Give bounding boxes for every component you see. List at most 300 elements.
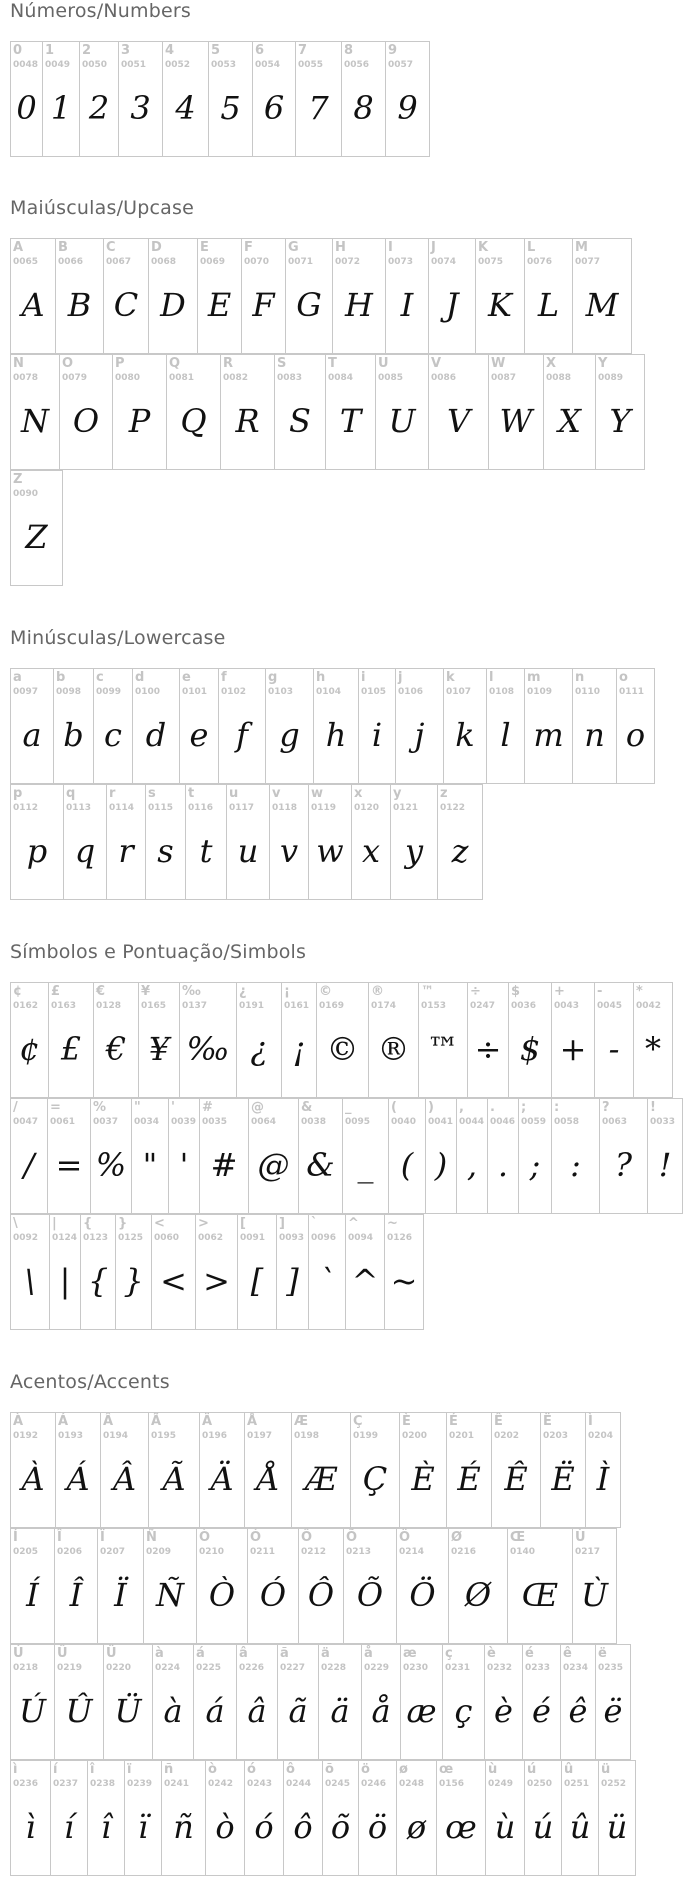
glyph-sample: ¡	[292, 1030, 306, 1068]
glyph-sample: ;	[529, 1146, 541, 1184]
glyph-sample: A	[21, 286, 45, 324]
char-label: Œ	[510, 1530, 526, 1545]
char-code: 0033	[650, 1117, 676, 1127]
char-code: 0217	[575, 1547, 601, 1557]
glyph-cell	[436, 1760, 486, 1876]
char-code: 0229	[364, 1663, 390, 1673]
glyph-sample: ©	[326, 1030, 359, 1068]
glyph-sample: ]	[286, 1262, 299, 1300]
char-code: 0114	[109, 803, 135, 813]
glyph-sample: ™	[427, 1030, 459, 1068]
char-label: Î	[57, 1530, 62, 1545]
char-label: t	[188, 786, 195, 801]
char-code: 0080	[115, 373, 141, 383]
glyph-sample: |	[59, 1262, 71, 1300]
char-code: 0214	[399, 1547, 425, 1557]
char-label: ®	[371, 984, 384, 999]
glyph-sample: €	[105, 1030, 127, 1068]
glyph-sample: Ø	[464, 1576, 492, 1614]
glyph-cell	[543, 354, 596, 470]
glyph-sample: I	[400, 286, 414, 324]
glyph-sample: a	[22, 716, 42, 754]
glyph-sample: l	[500, 716, 511, 754]
glyph-cell	[236, 1644, 278, 1760]
char-label: ø	[399, 1762, 408, 1777]
char-label: T	[328, 356, 337, 371]
char-label: "	[134, 1100, 141, 1115]
glyph-sample: ì	[25, 1808, 36, 1846]
glyph-sample: Û	[65, 1692, 93, 1730]
glyph-cell	[112, 354, 167, 470]
char-label: J	[431, 240, 436, 255]
char-label: ~	[387, 1216, 398, 1231]
glyph-cell	[195, 1214, 238, 1330]
char-code: 0216	[451, 1547, 477, 1557]
glyph-cell	[298, 1098, 343, 1214]
char-code: 0249	[488, 1779, 514, 1789]
glyph-sample: ®	[377, 1030, 410, 1068]
glyph-cell	[390, 784, 438, 900]
glyph-sample: R	[235, 402, 260, 440]
char-code: 0163	[51, 1001, 77, 1011]
char-label: %	[93, 1100, 107, 1115]
glyph-cell	[308, 784, 352, 900]
glyph-cell	[106, 784, 146, 900]
glyph-cell	[343, 1528, 397, 1644]
char-code: 0059	[521, 1117, 547, 1127]
char-code: 0116	[188, 803, 214, 813]
char-label: È	[402, 1414, 411, 1429]
char-label: X	[546, 356, 557, 371]
char-code: 0065	[13, 257, 39, 267]
glyph-sample: D	[160, 286, 186, 324]
glyph-sample: Ï	[114, 1576, 127, 1614]
char-code: 0247	[470, 1001, 496, 1011]
char-code: 0112	[13, 803, 39, 813]
glyph-sample: ï	[137, 1808, 149, 1846]
glyph-sample: À	[21, 1460, 45, 1498]
char-label: k	[446, 670, 455, 685]
char-label: *	[636, 984, 643, 999]
char-code: 0219	[57, 1663, 83, 1673]
char-label: p	[13, 786, 23, 801]
char-code: 0097	[13, 687, 39, 697]
char-label: Ç	[353, 1414, 363, 1429]
glyph-cell	[313, 668, 359, 784]
char-label: Ê	[494, 1414, 503, 1429]
char-label: á	[196, 1646, 205, 1661]
char-code: 0051	[121, 60, 147, 70]
glyph-cell	[93, 982, 139, 1098]
char-label: Å	[247, 1414, 258, 1429]
char-label: í	[53, 1762, 58, 1777]
char-code: 0246	[361, 1779, 387, 1789]
char-label: ?	[602, 1100, 610, 1115]
glyph-cell	[442, 1644, 485, 1760]
char-label: è	[487, 1646, 496, 1661]
glyph-cell	[162, 41, 209, 157]
glyph-cell	[428, 238, 476, 354]
char-label: 1	[45, 43, 55, 58]
glyph-cell	[63, 784, 107, 900]
glyph-cell	[560, 1644, 596, 1760]
char-label: P	[115, 356, 125, 371]
char-code: 0067	[106, 257, 132, 267]
glyph-cell	[488, 354, 544, 470]
char-code: 0211	[250, 1547, 276, 1557]
char-label: M	[575, 240, 588, 255]
char-label: o	[619, 670, 628, 685]
char-label: Ä	[202, 1414, 213, 1429]
glyph-sample: )	[434, 1146, 448, 1184]
glyph-cell	[456, 1098, 488, 1214]
char-code: 0244	[286, 1779, 312, 1789]
glyph-sample: ‰	[186, 1030, 230, 1068]
char-code: 0251	[564, 1779, 590, 1789]
glyph-sample: ç	[454, 1692, 473, 1730]
char-code: 0207	[100, 1547, 126, 1557]
glyph-sample: è	[494, 1692, 513, 1730]
char-label: a	[13, 670, 22, 685]
char-label: r	[109, 786, 116, 801]
glyph-sample: Ò	[208, 1576, 236, 1614]
glyph-sample: Â	[112, 1460, 137, 1498]
glyph-cell	[48, 982, 94, 1098]
glyph-cell	[446, 1412, 492, 1528]
char-label: E	[200, 240, 209, 255]
char-label: @	[251, 1100, 264, 1115]
char-code: 0048	[13, 60, 39, 70]
glyph-sample: ¥	[148, 1030, 170, 1068]
glyph-sample: =	[55, 1146, 83, 1184]
glyph-cell	[443, 668, 487, 784]
glyph-sample: t	[199, 832, 213, 870]
glyph-sample: `	[319, 1262, 335, 1300]
char-code: 0115	[148, 803, 174, 813]
char-code: 0206	[57, 1547, 83, 1557]
glyph-cell	[400, 1644, 443, 1760]
char-label: :	[554, 1100, 560, 1115]
char-code: 0233	[525, 1663, 551, 1673]
glyph-cell	[561, 1760, 599, 1876]
glyph-cell	[385, 238, 429, 354]
char-code: 0107	[446, 687, 472, 697]
glyph-cell	[10, 1214, 50, 1330]
char-label: Ô	[301, 1530, 313, 1545]
char-code: 0072	[335, 257, 361, 267]
char-code: 0162	[13, 1001, 39, 1011]
char-code: 0210	[199, 1547, 225, 1557]
char-code: 0140	[510, 1547, 536, 1557]
glyph-sample: Ì	[596, 1460, 610, 1498]
char-code: 0105	[361, 687, 387, 697]
char-label: ã	[280, 1646, 289, 1661]
glyph-row	[10, 238, 631, 354]
char-label: D	[151, 240, 162, 255]
char-label: U	[378, 356, 389, 371]
char-code: 0077	[575, 257, 601, 267]
char-label: >	[198, 1216, 209, 1231]
glyph-cell	[399, 1412, 447, 1528]
char-label: û	[564, 1762, 574, 1777]
char-code: 0102	[221, 687, 247, 697]
glyph-sample: E	[207, 286, 232, 324]
glyph-sample: *	[645, 1030, 661, 1068]
glyph-sample: b	[63, 716, 84, 754]
char-label: v	[272, 786, 281, 801]
char-label: œ	[439, 1762, 454, 1777]
char-code: 0055	[298, 60, 324, 70]
glyph-cell	[218, 668, 266, 784]
char-code: 0071	[288, 257, 314, 267]
glyph-sample: '	[179, 1146, 189, 1184]
char-code: 0088	[546, 373, 572, 383]
char-label: Õ	[346, 1530, 358, 1545]
glyph-sample: V	[446, 402, 471, 440]
glyph-cell	[199, 1098, 249, 1214]
glyph-cell	[616, 668, 655, 784]
glyph-cell	[428, 354, 489, 470]
char-code: 0095	[345, 1117, 371, 1127]
glyph-sample: â	[247, 1692, 267, 1730]
glyph-sample: ù	[494, 1808, 516, 1846]
char-code: 0042	[636, 1001, 662, 1011]
glyph-sample: ã	[288, 1692, 308, 1730]
glyph-cell	[54, 1644, 104, 1760]
glyph-cell	[351, 784, 391, 900]
glyph-cell	[350, 1412, 400, 1528]
glyph-sample: Ê	[504, 1460, 528, 1498]
glyph-sample: C	[113, 286, 139, 324]
glyph-sample: e	[189, 716, 209, 754]
glyph-cell	[599, 1098, 648, 1214]
char-code: 0070	[244, 257, 270, 267]
glyph-sample: Ô	[307, 1576, 335, 1614]
char-label: s	[148, 786, 156, 801]
glyph-sample: Ä	[210, 1460, 234, 1498]
glyph-cell	[385, 41, 430, 157]
char-code: 0137	[182, 1001, 208, 1011]
glyph-sample: v	[279, 832, 299, 870]
char-label: Á	[58, 1414, 69, 1429]
char-code: 0069	[200, 257, 226, 267]
char-code: 0108	[489, 687, 515, 697]
glyph-cell	[298, 1528, 344, 1644]
glyph-cell	[594, 982, 634, 1098]
char-label: F	[244, 240, 253, 255]
glyph-sample: x	[361, 832, 381, 870]
glyph-cell	[148, 1412, 200, 1528]
char-label: =	[50, 1100, 61, 1115]
glyph-cell	[115, 1214, 152, 1330]
glyph-cell	[540, 1412, 586, 1528]
char-label: /	[13, 1100, 18, 1115]
glyph-sample: Æ	[304, 1460, 338, 1498]
char-code: 0161	[284, 1001, 310, 1011]
char-label: 8	[344, 43, 354, 58]
glyph-sample: Q	[180, 402, 207, 440]
glyph-cell	[103, 1644, 153, 1760]
char-code: 0037	[93, 1117, 119, 1127]
glyph-cell	[291, 1412, 351, 1528]
char-label: G	[288, 240, 299, 255]
glyph-sample: È	[411, 1460, 435, 1498]
char-label: Ã	[151, 1414, 162, 1429]
char-code: 0106	[398, 687, 424, 697]
char-label: ÷	[470, 984, 481, 999]
glyph-cell	[384, 1214, 424, 1330]
glyph-sample: z	[451, 832, 469, 870]
char-label: n	[575, 670, 585, 685]
char-code: 0126	[387, 1233, 413, 1243]
glyph-sample: Å	[256, 1460, 280, 1498]
char-code: 0123	[83, 1233, 109, 1243]
glyph-cell	[193, 1644, 237, 1760]
char-label: Í	[13, 1530, 18, 1545]
char-code: 0200	[402, 1431, 428, 1441]
glyph-row	[10, 1412, 620, 1528]
char-label: ò	[208, 1762, 217, 1777]
char-label: Ó	[250, 1530, 262, 1545]
char-label: e	[182, 670, 191, 685]
glyph-sample: Í	[26, 1576, 39, 1614]
glyph-cell	[59, 354, 113, 470]
glyph-cell	[358, 1760, 397, 1876]
char-code: 0120	[354, 803, 380, 813]
glyph-sample: f	[236, 716, 248, 754]
glyph-sample: W	[499, 402, 533, 440]
char-label: Q	[169, 356, 181, 371]
char-code: 0091	[240, 1233, 266, 1243]
char-code: 0212	[301, 1547, 327, 1557]
glyph-cell	[244, 1760, 284, 1876]
char-label: (	[391, 1100, 397, 1115]
glyph-sample: ú	[532, 1808, 554, 1846]
char-label: Ñ	[146, 1530, 157, 1545]
glyph-sample: 5	[220, 89, 241, 127]
section-title: Números/Numbers	[10, 0, 191, 22]
char-label: .	[490, 1100, 495, 1115]
char-label: Â	[103, 1414, 114, 1429]
glyph-sample: ¢	[19, 1030, 40, 1068]
glyph-sample: É	[457, 1460, 481, 1498]
char-label: !	[650, 1100, 656, 1115]
char-label: Y	[598, 356, 608, 371]
char-label: €	[96, 984, 106, 999]
char-code: 0087	[491, 373, 517, 383]
glyph-row	[10, 1644, 630, 1760]
char-label: A	[13, 240, 24, 255]
char-code: 0044	[459, 1117, 485, 1127]
char-label: ¿	[239, 984, 247, 999]
char-label: 0	[13, 43, 23, 58]
glyph-sample: á	[205, 1692, 225, 1730]
char-label: ó	[247, 1762, 256, 1777]
glyph-sample: \	[24, 1262, 36, 1300]
char-label: 4	[165, 43, 175, 58]
glyph-cell	[247, 1528, 299, 1644]
glyph-sample: ø	[406, 1808, 427, 1846]
char-code: 0039	[171, 1117, 197, 1127]
char-code: 0079	[62, 373, 88, 383]
char-label: #	[202, 1100, 213, 1115]
char-code: 0109	[527, 687, 553, 697]
char-code: 0043	[554, 1001, 580, 1011]
char-code: 0064	[251, 1117, 277, 1127]
char-code: 0203	[543, 1431, 569, 1441]
glyph-sample: [	[250, 1262, 264, 1300]
glyph-sample: >	[203, 1262, 230, 1300]
char-label: ^	[348, 1216, 359, 1231]
char-label: Ò	[199, 1530, 211, 1545]
glyph-cell	[322, 1760, 359, 1876]
glyph-sample: !	[658, 1146, 672, 1184]
glyph-sample: Ó	[259, 1576, 287, 1614]
glyph-cell	[10, 238, 56, 354]
char-code: 0230	[403, 1663, 429, 1673]
char-code: 0053	[211, 60, 237, 70]
char-code: 0248	[399, 1779, 425, 1789]
char-code: 0205	[13, 1547, 39, 1557]
char-code: 0075	[478, 257, 504, 267]
glyph-cell	[42, 41, 80, 157]
char-code: 0036	[511, 1001, 537, 1011]
glyph-sample: L	[537, 286, 560, 324]
glyph-cell	[10, 1098, 48, 1214]
glyph-cell	[507, 1528, 573, 1644]
char-label: ù	[488, 1762, 498, 1777]
glyph-cell	[10, 354, 60, 470]
glyph-sample: Y	[609, 402, 631, 440]
glyph-cell	[10, 1412, 56, 1528]
glyph-sample: }	[123, 1262, 144, 1300]
char-code: 0111	[619, 687, 645, 697]
char-label: Ì	[588, 1414, 593, 1429]
glyph-sample: {	[87, 1262, 109, 1300]
char-code: 0197	[247, 1431, 273, 1441]
glyph-cell	[551, 1098, 600, 1214]
glyph-sample: r	[118, 832, 134, 870]
glyph-sample: S	[289, 402, 311, 440]
glyph-cell	[345, 1214, 385, 1330]
glyph-sample: i	[371, 716, 383, 754]
char-label: Ø	[451, 1530, 463, 1545]
glyph-cell	[248, 1098, 299, 1214]
glyph-row	[10, 1098, 682, 1214]
glyph-cell	[508, 982, 552, 1098]
glyph-sample: ä	[330, 1692, 350, 1730]
glyph-sample: h	[325, 716, 347, 754]
char-label: â	[239, 1646, 248, 1661]
char-label: ¡	[284, 984, 290, 999]
glyph-sample: æ	[406, 1692, 437, 1730]
char-code: 0058	[554, 1117, 580, 1127]
char-code: 0226	[239, 1663, 265, 1673]
glyph-sample: ë	[603, 1692, 623, 1730]
char-code: 0066	[58, 257, 84, 267]
char-label: 3	[121, 43, 131, 58]
char-label: q	[66, 786, 76, 801]
glyph-sample: d	[145, 716, 167, 754]
char-code: 0128	[96, 1001, 122, 1011]
char-label: Æ	[294, 1414, 309, 1429]
char-code: 0225	[196, 1663, 222, 1673]
char-code: 0156	[439, 1779, 465, 1789]
glyph-sample: w	[316, 832, 344, 870]
glyph-sample: /	[23, 1146, 35, 1184]
char-code: 0125	[118, 1233, 144, 1243]
glyph-sample: å	[371, 1692, 391, 1730]
